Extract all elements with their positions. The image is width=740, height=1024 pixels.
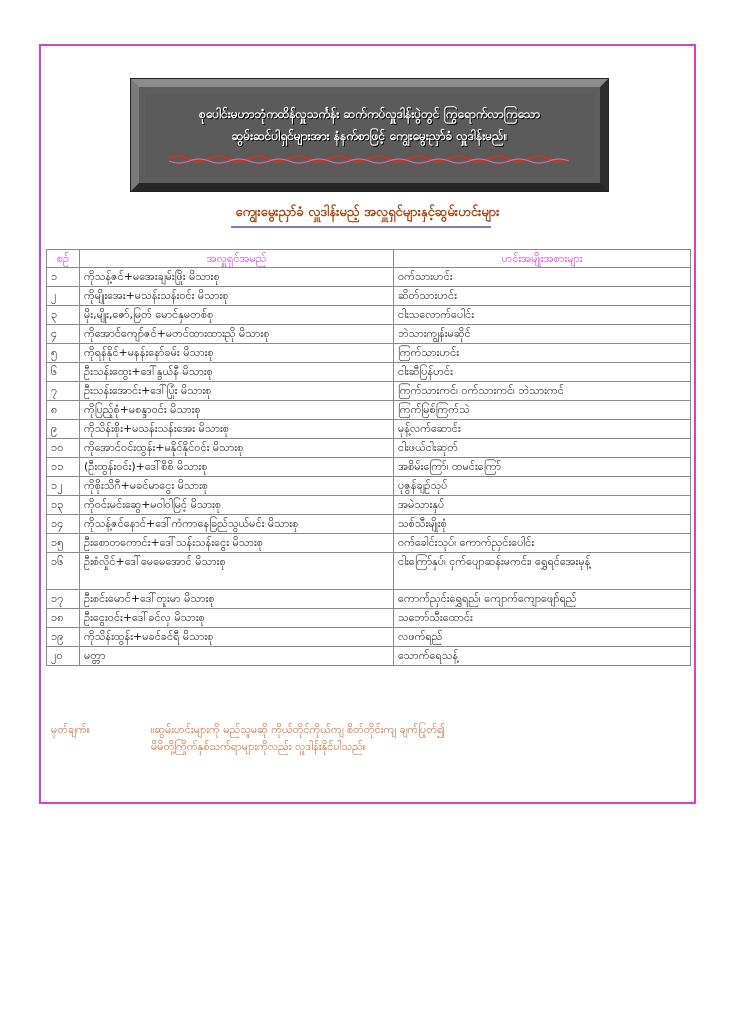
dish-name: ဘဲသားကျွန်းမဆိုင် xyxy=(394,325,691,344)
row-number: ၁၄ xyxy=(47,515,80,534)
table-row xyxy=(47,287,691,306)
row-number: ၇ xyxy=(47,382,80,401)
table-row xyxy=(47,477,691,496)
dish-name: အစိမ်းကြော်၊ ထမင်းကြော် xyxy=(394,458,691,477)
donor-name: မတ္တာ xyxy=(80,647,394,666)
row-number: ၁ xyxy=(47,268,80,287)
row-number: ၆ xyxy=(47,363,80,382)
table-row xyxy=(47,515,691,534)
dish-name: ကောက်ညှင်းရွှေရည်၊ ကျောက်ကျောဖျော်ရည် xyxy=(394,590,691,609)
row-number: ၁၀ xyxy=(47,439,80,458)
donor-name: ဦးစံလှိုင်+ဒေါ်မေမေအောင် မိသားစု xyxy=(80,553,394,590)
donor-name: ကိုအောင်ကျော်ဇင်+မတင်ထားထားညို မိသားစု xyxy=(80,325,394,344)
banner-text xyxy=(145,103,594,147)
banner-line-2: ဆွမ်းဆင်ပါရှင်များအား နံနက်စာဖြင့် ကျွေးမွေးညှာ်ခံ လှူဒါန်းမည်။ xyxy=(231,129,508,143)
row-number: ၃ xyxy=(47,306,80,325)
header-dish: ဟင်းအမျိုးအစားများ xyxy=(394,250,691,268)
donor-name: ကိုဝင်းမင်းဆွေ+မဝါဝါမြင့် မိသားစု xyxy=(80,496,394,515)
footnote-label: မှတ်ချက်။ xyxy=(51,723,91,736)
table-row xyxy=(47,458,691,477)
heading-underline xyxy=(231,226,491,228)
donor-name: ဦးစင်းမောင်+ဒေါ်တူးမာ မိသားစု xyxy=(80,590,394,609)
row-number: ၁၆ xyxy=(47,553,80,590)
row-number: ၉ xyxy=(47,420,80,439)
page-frame xyxy=(39,44,696,804)
dish-name: အမဲသားနှပ် xyxy=(394,496,691,515)
table-row xyxy=(47,420,691,439)
footnote-line-2: မိမိတို့ကြိုက်နှစ်သက်ရာများကိုလည်း လှူဒါန်းနိုင်ပါသည်။ xyxy=(151,740,367,753)
row-number: ၄ xyxy=(47,325,80,344)
donor-name: ဦးသန်းထွေး+ဒေါ်နွယ်နီ မိသားစု xyxy=(80,363,394,382)
row-number: ၅ xyxy=(47,344,80,363)
donor-name: ကိုအောင်ဝင်းထွန်း+မနိုင်နိုင်ဝင်း မိသားစု xyxy=(80,439,394,458)
donor-name: ကိုမျိုးအေး+မသန်းသန်းဝင်း မိသားစု xyxy=(80,287,394,306)
table-row xyxy=(47,647,691,666)
donor-name: ကိုသန့်ဇင်နောင်+ဒေါ်ကံကာနေခြည်သွယ်မင်း မိသားစု xyxy=(80,515,394,534)
donor-name: ကိုပြည့်စုံ+မစန္ဒာဝင်း မိသားစု xyxy=(80,401,394,420)
row-number: ၁၁ xyxy=(47,458,80,477)
dish-name: ဆိတ်သားဟင်း xyxy=(394,287,691,306)
row-number: ၁၃ xyxy=(47,496,80,515)
header-donor: အလှူရှင်အမည် xyxy=(80,250,394,268)
row-number: ၁၂ xyxy=(47,477,80,496)
dish-name: သောက်ရေသန့် xyxy=(394,647,691,666)
section-heading: ကျွေးမွေးညှာ်ခံ လှူဒါန်းမည့် အလှူရှင်များနှင့်ဆွမ်းဟင်းများ xyxy=(235,205,500,220)
donor-name: (ဦးထွန်းဝင်း)+ဒေါ်စိစိ မိသားစု xyxy=(80,458,394,477)
table-row xyxy=(47,590,691,609)
dish-name: ငါးသလောက်ပေါင်း xyxy=(394,306,691,325)
header-no: စဉ် xyxy=(47,250,80,268)
donor-name: မိုး,မျိုး,ဇော်,မြတ် မောင်နှမတစ်စု xyxy=(80,306,394,325)
dish-name: ငါးဖယ်ငါးဆုတ် xyxy=(394,439,691,458)
table-row xyxy=(47,382,691,401)
table-header-row xyxy=(47,250,691,268)
row-number: ၁၈ xyxy=(47,609,80,628)
row-number: ၈ xyxy=(47,401,80,420)
table-row xyxy=(47,401,691,420)
donor-name: ကိုသိန်းထွန်း+မခင်ခင်ရီ မိသားစု xyxy=(80,628,394,647)
row-number: ၂၀ xyxy=(47,647,80,666)
dish-name: သစ်သီးမျိုးစုံ xyxy=(394,515,691,534)
dish-name: ငါးကြော်နှပ်၊ ငှက်ပျောဆန်းမကင်း၊ ရွှေရင်အေးမုန့် xyxy=(394,553,691,590)
donor-table xyxy=(46,249,691,666)
table-row xyxy=(47,439,691,458)
table-row xyxy=(47,534,691,553)
banner-line-1: စုပေါင်းမဟာဘုံကထိန်လှူသင်္ကန်း ဆက်ကပ်လှူဒါန်းပွဲတွင် ကြွရောက်လာကြသော xyxy=(198,107,541,121)
donor-name: ဦးစောတကောင်း+ဒေါ်သန်းသန်းငွေး မိသားစု xyxy=(80,534,394,553)
dish-name: ကြက်သားဟင်း xyxy=(394,344,691,363)
dish-name: ဝက်သားဟင်း xyxy=(394,268,691,287)
dish-name: မုန့်လက်ဆောင်း xyxy=(394,420,691,439)
ornament-border-icon xyxy=(169,153,569,165)
footnote xyxy=(51,721,681,755)
table-row xyxy=(47,306,691,325)
row-number: ၁၅ xyxy=(47,534,80,553)
footnote-line-1: ။ဆွမ်းဟင်းများကို မည်သူမဆို ကိုယ်တိုင်ကိုယ်ကျ စိတ်တိုင်းကျ ချက်ပြုတ်၍ xyxy=(151,723,446,736)
donor-name: ကိုရန်နိုင်+မနန်းနော်ခမ်း မိသားစု xyxy=(80,344,394,363)
donor-name: ကိုစိုးသိဂီ+မခင်မာငွေး မိသားစု xyxy=(80,477,394,496)
dish-name: ကြက်မြစ်ကြက်သဲ xyxy=(394,401,691,420)
dish-name: လဖက်ရည် xyxy=(394,628,691,647)
table-body xyxy=(47,268,691,666)
table-row xyxy=(47,628,691,647)
dish-name: ငါးဆီပြန်ဟင်း xyxy=(394,363,691,382)
row-number: ၁၉ xyxy=(47,628,80,647)
dish-name: ကြက်သားကင်၊ ဝက်သားကင်၊ ဘဲသားကင် xyxy=(394,382,691,401)
dish-name: သဘော်သီးထောင်း xyxy=(394,609,691,628)
table-row xyxy=(47,553,691,590)
dish-name: ပုဇွန်ချဉ်သုပ် xyxy=(394,477,691,496)
table-row xyxy=(47,496,691,515)
donor-name: ဦးငွေးဝင်း+ဒေါ်ခင်လှ မိသားစု xyxy=(80,609,394,628)
dish-name: ဝက်ခေါင်းသုပ်၊ ကောက်ညှင်းပေါင်း xyxy=(394,534,691,553)
title-banner xyxy=(131,79,608,191)
table-row xyxy=(47,344,691,363)
donor-name: ဦးသန်းအောင်း+ဒေါ်ပြုံး မိသားစု xyxy=(80,382,394,401)
row-number: ၁၇ xyxy=(47,590,80,609)
table-row xyxy=(47,325,691,344)
table-row xyxy=(47,363,691,382)
donor-name: ကိုသန့်ဇင်+မအေးချမ်းဖြိုး မိသားစု xyxy=(80,268,394,287)
donor-name: ကိုသိန်းစိုး+မသန်းသန်းအေး မိသားစု xyxy=(80,420,394,439)
table-row xyxy=(47,609,691,628)
table-row xyxy=(47,268,691,287)
row-number: ၂ xyxy=(47,287,80,306)
